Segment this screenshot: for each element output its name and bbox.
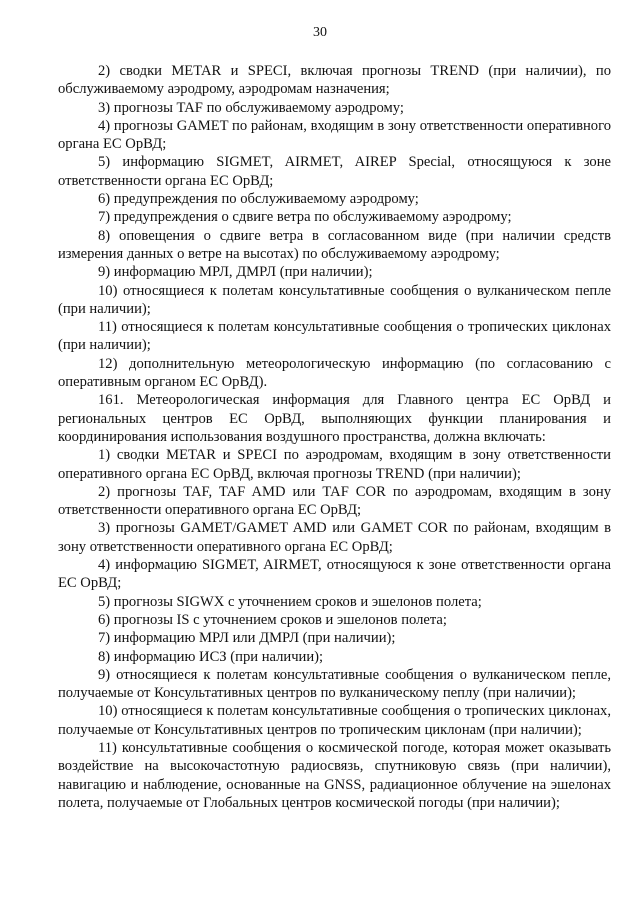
paragraph-item-9-radar: 9) информацию МРЛ, ДМРЛ (при наличии); xyxy=(98,264,373,281)
paragraph-item-5-sigmet: 5) информацию SIGMET, AIRMET, AIREP Special, относящуюся к зоне ответственности органа ЕС ОрВД; xyxy=(58,154,611,189)
paragraph-161-item-1-metar-speci: 1) сводки METAR и SPECI по аэродромам, входящим в зону ответственности оперативного органа ЕС ОрВД, включая прогнозы TREND (при наличии); xyxy=(58,447,611,482)
paragraph-161-item-2-taf: 2) прогнозы TAF, TAF AMD или TAF COR по аэродромам, входящим в зону ответственности оперативного органа ЕС ОрВД; xyxy=(58,483,611,519)
paragraph-item-4-gamet: 4) прогнозы GAMET по районам, входящим в зону ответственности оперативного органа ЕС ОрВД; xyxy=(58,117,611,153)
paragraph-161-item-6-is: 6) прогнозы IS с уточнением сроков и эшелонов полета; xyxy=(98,611,447,628)
paragraph-item-6-warnings: 6) предупреждения по обслуживаемому аэродрому; xyxy=(98,191,419,208)
paragraph-item-8-wind-shear-alerts: 8) оповещения о сдвиге ветра в согласованном виде (при наличии средств измерения данных о ветре на высотах) по обслуживаемому аэродрому; xyxy=(58,227,611,262)
paragraph-item-10-volcanic-ash: 10) относящиеся к полетам консультативные сообщения о вулканическом пепле (при наличии); xyxy=(58,282,611,317)
paragraph-item-12-additional-info: 12) дополнительную метеорологическую информацию (по согласованию с оперативным органом ЕС ОрВД). xyxy=(58,355,611,391)
paragraph-section-161: 161. Метеорологическая информация для Главного центра ЕС ОрВД и региональных центров ЕС ОрВД, выполняющих функции планирования и координирования использования воздушного пространства, должна включать: xyxy=(58,392,611,445)
paragraph-161-item-7-radar: 7) информацию МРЛ или ДМРЛ (при наличии); xyxy=(98,630,396,647)
paragraph-item-7-wind-shear-warnings: 7) предупреждения о сдвиге ветра по обслуживаемому аэродрому; xyxy=(98,209,512,226)
paragraph-161-item-5-sigwx: 5) прогнозы SIGWX с уточнением сроков и эшелонов полета; xyxy=(98,593,482,610)
paragraph-item-3-taf: 3) прогнозы TAF по обслуживаемому аэродрому; xyxy=(98,99,404,116)
paragraph-161-item-9-volcanic-ash: 9) относящиеся к полетам консультативные сообщения о вулканическом пепле, получаемые от Консультативных центров по вулканическому пеплу (при наличии); xyxy=(58,666,611,702)
paragraph-item-11-tropical-cyclones: 11) относящиеся к полетам консультативные сообщения о тропических циклонах (при наличии); xyxy=(58,319,611,354)
paragraph-161-item-11-space-weather: 11) консультативные сообщения о космической погоде, которая может оказывать воздействие на высокочастотную радиосвязь, спутниковую связь (при наличии), навигацию и наблюдение, основанные на GNSS, радиационное облучение на эшелонах полета, получаемые от Глобальных центров космической погоды (при наличии); xyxy=(58,739,611,811)
paragraph-161-item-4-sigmet: 4) информацию SIGMET, AIRMET, относящуюся к зоне ответственности органа ЕС ОрВД; xyxy=(58,557,611,592)
document-body xyxy=(58,62,611,812)
paragraph-item-2-metar-speci: 2) сводки METAR и SPECI, включая прогнозы TREND (при наличии), по обслуживаемому аэродрому, аэродромам назначения; xyxy=(58,63,611,98)
page-number: 30 xyxy=(313,25,327,40)
paragraph-161-item-8-satellite: 8) информацию ИСЗ (при наличии); xyxy=(98,648,324,665)
paragraph-161-item-10-tropical-cyclones: 10) относящиеся к полетам консультативные сообщения о тропических циклонах, получаемые от Консультативных центров по тропическим циклонам (при наличии); xyxy=(58,703,611,738)
paragraph-161-item-3-gamet: 3) прогнозы GAMET/GAMET AMD или GAMET COR по районам, входящим в зону ответственности оперативного органа ЕС ОрВД; xyxy=(58,520,611,555)
